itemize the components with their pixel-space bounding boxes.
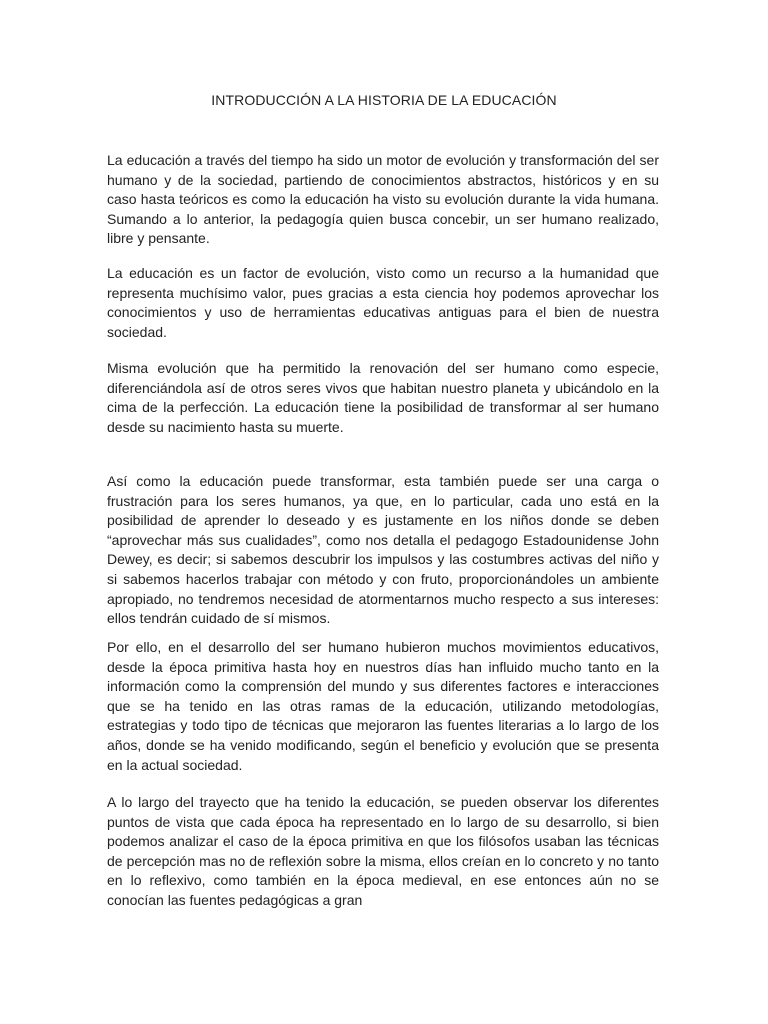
document-title: INTRODUCCIÓN A LA HISTORIA DE LA EDUCACIÓN xyxy=(211,92,557,108)
paragraph-3: Misma evolución que ha permitido la renovación del ser humano como especie, diferenciándola así de otros seres vivos que habitan nuestro planeta y ubicándolo en la cima de la perfección. La educación tiene la posibilidad de transformar al ser humano desde su nacimiento hasta su muerte. xyxy=(107,360,659,435)
paragraph-4: Así como la educación puede transformar, esta también puede ser una carga o frustración para los seres humanos, ya que, en lo particular, cada uno está en la posibilidad de aprender lo deseado y es justamente en los niños donde se deben “aprovechar más sus cualidades”, como nos detalla el pedagogo Estadounidense John Dewey, es decir; si sabemos descubrir los impulsos y las costumbres activas del niño y si sabemos hacerlos trabajar con método y con fruto, proporcionándoles un ambiente apropiado, no tendremos necesidad de atormentarnos mucho respecto a sus intereses: ellos tendrán cuidado de sí mismos. xyxy=(107,473,659,627)
paragraph-5: Por ello, en el desarrollo del ser humano hubieron muchos movimientos educativos, desde la época primitiva hasta hoy en nuestros días han influido mucho tanto en la información como la comprensión del mundo y sus diferentes factores e interacciones que se ha tenido en las otras ramas de la educación, utilizando metodologías, estrategias y todo tipo de técnicas que mejoraron las fuentes literarias a lo largo de los años, donde se ha venido modificando, según el beneficio y evolución que se presenta en la actual sociedad. xyxy=(107,639,659,773)
paragraph-6: A lo largo del trayecto que ha tenido la educación, se pueden observar los diferentes puntos de vista que cada época ha representado en lo largo de su desarrollo, si bien podemos analizar el caso de la época primitiva en que los filósofos usaban las técnicas de percepción mas no de reflexión sobre la misma, ellos creían en lo concreto y no tanto en lo reflexivo, como también en la época medieval, en ese entonces aún no se conocían las fuentes pedagógicas a gran xyxy=(107,794,659,908)
paragraph-1: La educación a través del tiempo ha sido un motor de evolución y transformación del ser humano y de la sociedad, partiendo de conocimientos abstractos, históricos y en su caso hasta teóricos es como la educación ha visto su evolución durante la vida humana. Sumando a lo anterior, la pedagogía quien busca concebir, un ser humano realizado, libre y pensante. xyxy=(107,152,659,247)
paragraph-2: La educación es un factor de evolución, visto como un recurso a la humanidad que representa muchísimo valor, pues gracias a esta ciencia hoy podemos aprovechar los conocimientos y uso de herramientas educativas antiguas para el bien de nuestra sociedad. xyxy=(107,265,659,340)
